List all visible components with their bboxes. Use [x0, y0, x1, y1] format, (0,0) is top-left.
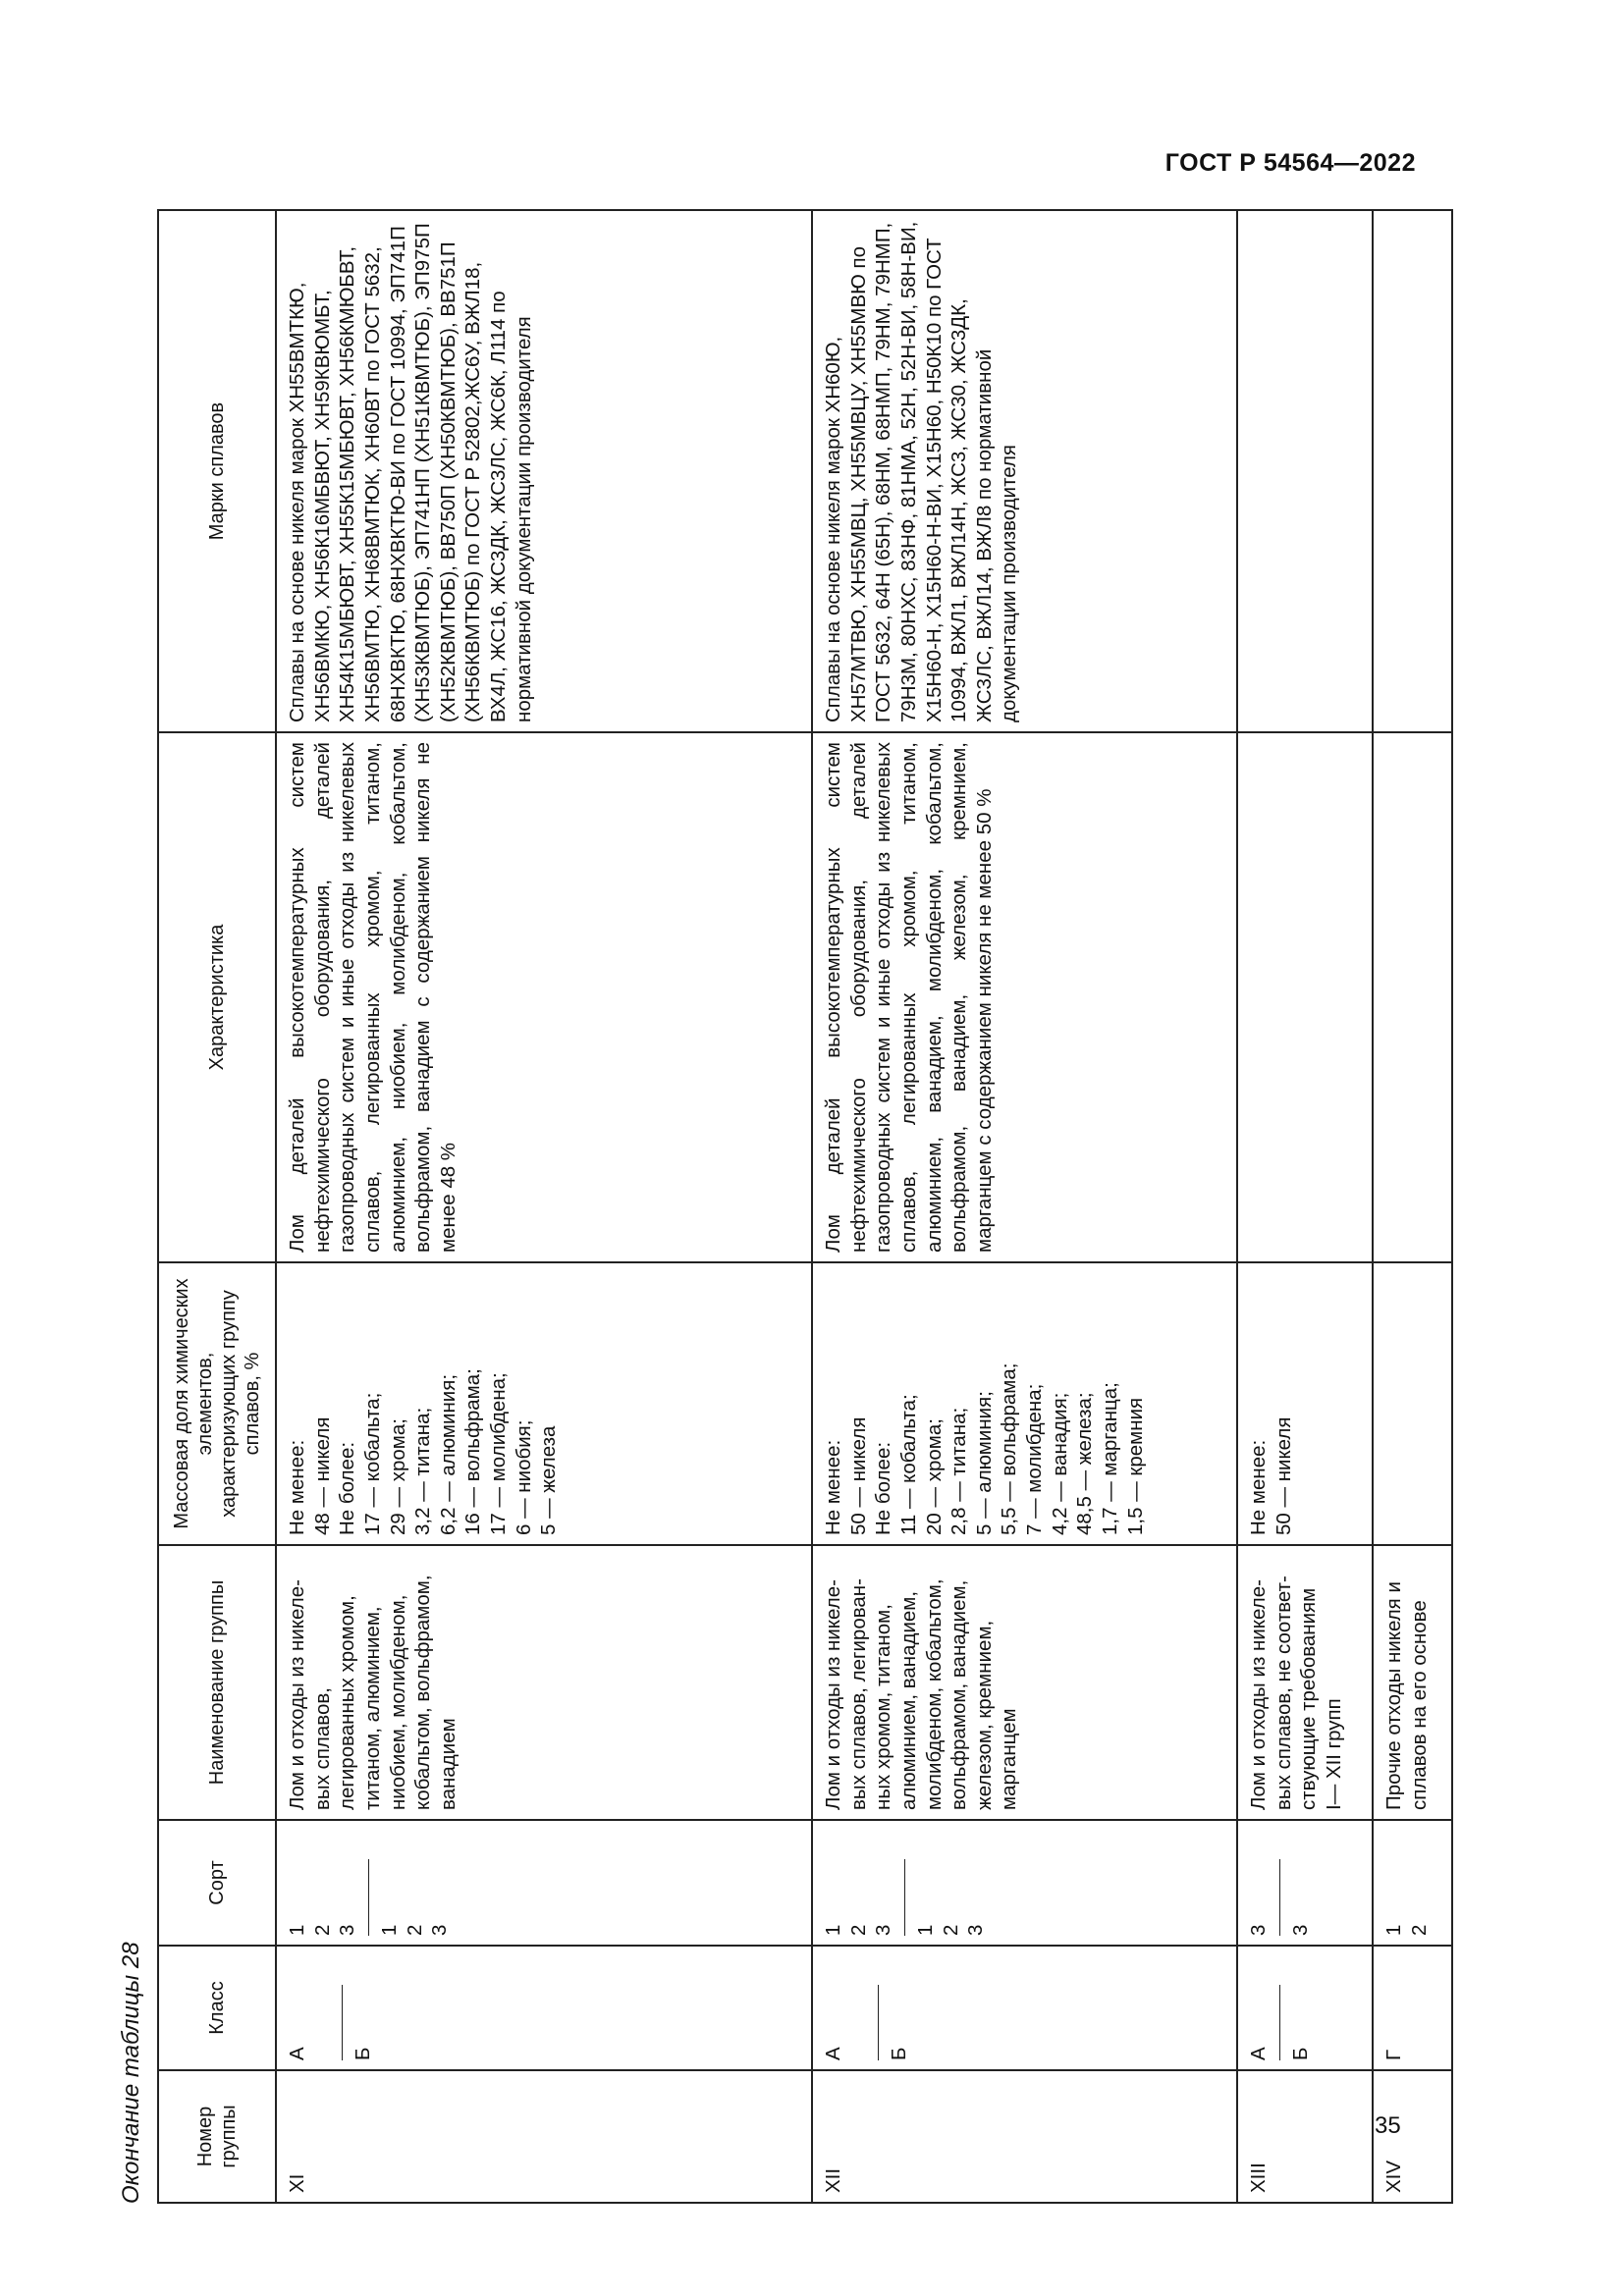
- group-number: XI: [276, 2070, 812, 2203]
- alloy-grades: [1237, 210, 1373, 732]
- mass-fraction: Не менее: 48 — никеля Не более: 17 — кобальта; 29 — хрома; 3,2 — титана; 6,2 — алюминия; 16 — вольфрама; 17 — молибдена; 6 — ниобия; 5 — железа: [276, 1262, 812, 1545]
- header-characteristic: Характеристика: [158, 732, 276, 1262]
- table-28: [157, 209, 1453, 2204]
- group-name: Лом и отходы из никеле- вых сплавов, легирован- ных хромом, титаном, алюминием, ванадием, молибденом, кобальтом, вольфрамом, ванадием, железом, кремнием, марганцем: [812, 1545, 1237, 1820]
- table-row: [1237, 210, 1373, 2203]
- header-sort: Сорт: [158, 1820, 276, 1946]
- sort-cell: [276, 1820, 812, 1946]
- mass-fraction: Не менее: 50 — никеля: [1237, 1262, 1373, 1545]
- rotated-table-container: [106, 211, 1451, 2204]
- group-number: XII: [812, 2070, 1237, 2203]
- sort-cell: [812, 1820, 1237, 1946]
- sort-a: 3: [1247, 1924, 1270, 1936]
- class-cell: [812, 1946, 1237, 2070]
- class-cell: [276, 1946, 812, 2070]
- header-mass-fraction: Массовая доля химических элементов, характеризующих группу сплавов, %: [158, 1262, 276, 1545]
- class-cell: [1237, 1946, 1373, 2070]
- characteristic: Лом деталей высокотемпературных систем нефтехимического оборудования, деталей газопроводных систем и иные отходы из никелевых сплавов, легированных хромом, титаном, алюминием, ванадием, молибденом, кобальтом, вольфрамом, ванадием, железом, кремнием, марганцем с содержанием никеля не менее 50 %: [812, 732, 1237, 1262]
- sort-b: 1 2 3: [904, 1859, 989, 1936]
- sort-a: 1 2 3: [822, 1924, 895, 1936]
- group-number: XIV: [1373, 2070, 1452, 2203]
- header-group-no: Номер группы: [158, 2070, 276, 2203]
- sort-cell: [1237, 1820, 1373, 1946]
- alloy-grades: Сплавы на основе никеля марок ХН55ВМТКЮ, ХН56ВМКЮ, ХН56К16МБВЮТ, ХН59КВЮМБТ, ХН54К15МБЮВТ, ХН55К15МБЮВТ, ХН56КМЮБВТ, ХН56ВМТЮ, ХН68ВМТЮК, ХН60ВТ по ГОСТ 5632, 68НХВКТЮ, 68НХВКТЮ-ВИ по ГОСТ 10994, ЭП741П (ХН53КВМТЮБ), ЭП741НП (ХН51КВМТЮБ), ЭП975П (ХН52КВМТЮБ), ВВ750П (ХН50КВМТЮБ), ВВ751П (ХН56КВМТЮБ) по ГОСТ Р 52802,ЖС6У, ВЖЛ18, ВХ4Л, ЖС16, ЖС3ДК, ЖС3ЛС, ЖС6К, Л114 по нормативной документации производителя: [276, 210, 812, 732]
- page-number: 35: [1375, 2112, 1401, 2139]
- class-a: А: [1247, 2047, 1270, 2060]
- characteristic: Лом деталей высокотемпературных систем нефтехимического оборудования, деталей газопроводных систем и иные отходы из никелевых сплавов, легированных хромом, титаном, алюминием, ниобием, молибденом, кобальтом, вольфрамом, ванадием с содержанием никеля не менее 48 %: [276, 732, 812, 1262]
- sort-a: 1 2: [1373, 1820, 1452, 1946]
- group-name: Прочие отходы никеля и сплавов на его основе: [1373, 1545, 1452, 1820]
- class-a: А: [822, 2047, 844, 2060]
- header-row: [158, 210, 276, 2203]
- header-alloy-grades: Марки сплавов: [158, 210, 276, 732]
- group-name: Лом и отходы из никеле- вых сплавов, не соответ- ствующие требованиям I— XII групп: [1237, 1545, 1373, 1820]
- table-row: [276, 210, 812, 2203]
- class-a: А: [286, 2047, 308, 2060]
- sort-b: 1 2 3: [368, 1859, 453, 1936]
- characteristic: [1373, 732, 1452, 1262]
- mass-fraction: Не менее: 50 — никеля Не более: 11 — кобальта; 20 — хрома; 2,8 — титана; 5 — алюминия; 5,5 — вольфрама; 7 — молибдена; 4,2 — ванадия; 48,5 — железа; 1,7 — марганца; 1,5 — кремния: [812, 1262, 1237, 1545]
- table-row: [1373, 210, 1452, 2203]
- characteristic: [1237, 732, 1373, 1262]
- table-caption: Окончание таблицы 28: [118, 1942, 144, 2204]
- group-name: Лом и отходы из никеле- вых сплавов, легированных хромом, титаном, алюминием, ниобием, молибденом, кобальтом, вольфрамом, ванадием: [276, 1545, 812, 1820]
- group-number: XIII: [1237, 2070, 1373, 2203]
- document-header: ГОСТ Р 54564—2022: [1164, 149, 1416, 177]
- class-b: Б: [878, 1985, 912, 2060]
- alloy-grades: [1373, 210, 1452, 732]
- alloy-grades: Сплавы на основе никеля марок ХН60Ю, ХН57МТВЮ, ХН55МВЦ, ХН55МВЦУ, ХН55МВЮ по ГОСТ 5632, 64Н (65Н), 68НМ, 68НМП, 79НМ, 79НМП, 79Н3М, 80НХС, 83НФ, 81НМА, 52Н, 52Н-ВИ, 58Н-ВИ, Х15Н60-Н, Х15Н60-Н-ВИ, Х15Н60, Н50К10 по ГОСТ 10994, ВЖЛ1, ВЖЛ14Н, ЖС3, ЖС30, ЖС3ДК, ЖС3ЛС, ВЖЛ14, ВЖЛ8 по нормативной документации производителя: [812, 210, 1237, 732]
- class-b: Б: [1279, 1985, 1314, 2060]
- class-a: Г: [1373, 1946, 1452, 2070]
- header-group-name: Наименование группы: [158, 1545, 276, 1820]
- sort-a: 1 2 3: [286, 1924, 359, 1936]
- header-class: Класс: [158, 1946, 276, 2070]
- table-row: [812, 210, 1237, 2203]
- sort-b: 3: [1279, 1859, 1314, 1936]
- class-b: Б: [342, 1985, 376, 2060]
- mass-fraction: [1373, 1262, 1452, 1545]
